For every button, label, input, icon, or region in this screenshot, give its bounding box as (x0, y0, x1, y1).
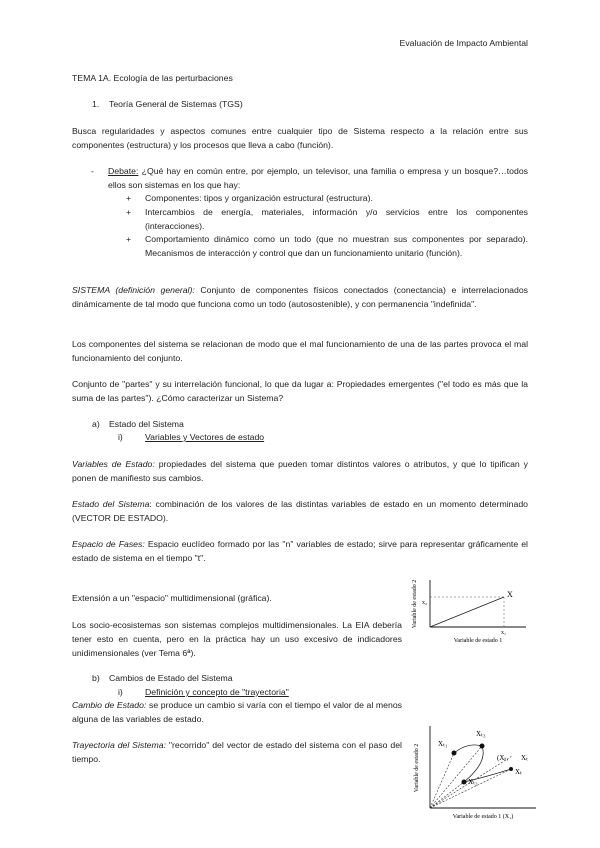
subsection-a-i-number: i) (118, 432, 123, 442)
fases-text: Espacio euclídeo formado por las "n" variables de estado; sirve para representar gráficamente el estado de sistema en el tiempo "t". (72, 539, 528, 563)
debate-paragraph (108, 165, 528, 193)
fig2-point-1 (452, 751, 457, 756)
subsection-b-i-number: i) (118, 687, 123, 697)
estado-text: : combinación de los valores de las distintas variables de estado en un momento determinado (VECTOR DE ESTADO). (72, 499, 528, 523)
trajectory-figure (408, 722, 543, 822)
fig2-label-6: Xₜ (515, 768, 523, 776)
fases-term: Espacio de Fases: (72, 539, 145, 549)
cambio-definition (72, 699, 402, 727)
sistema-text: Conjunto de componentes físicos conectados (conectancia) e interrelacionados dinámicamente de tal modo que funciona como un todo (autosostenible), y con permanencia "indefinida". (72, 285, 528, 309)
debate-item-2: Intercambios de energía, materiales, información y/o servicios entre los componentes (interacciones). (145, 207, 528, 231)
fig2-point-2 (480, 744, 485, 749)
debate-question: ¿Qué hay en común entre, por ejemplo, un televisor, una familia o empresa y un bosque?…todos ellos son sistemas en los que hay: (108, 166, 528, 190)
subsection-a-title: Estado del Sistema (109, 419, 184, 429)
subsection-b-title: Cambios de Estado del Sistema (109, 673, 233, 683)
page-header: Evaluación de Impacto Ambiental (399, 38, 528, 48)
sistema-term: SISTEMA (definición general): (72, 285, 195, 295)
fig2-point-4 (509, 767, 513, 771)
estado-definition (72, 498, 528, 526)
fig1-y-tick: x₂ (422, 600, 428, 606)
plus-bullet-2: + (126, 207, 132, 217)
fases-definition (72, 538, 528, 566)
section-1-title: Teoría General de Sistemas (TGS) (109, 99, 243, 109)
fig1-state-vector (430, 597, 504, 627)
fig1-x-label: Variable de estado 1 (453, 638, 503, 644)
debate-label: Debate: (108, 166, 139, 176)
subsection-b-i-title: Definición y concepto de "trayectoria" (145, 687, 289, 697)
plus-bullet-3: + (126, 234, 132, 244)
debate-item-1: Componentes: tipos y organización estructural (estructura). (145, 193, 373, 203)
extension-paragraph: Extensión a un "espacio" multidimensional (gráfica). (72, 593, 272, 603)
fig2-label-4: (Xₜ, (497, 754, 509, 762)
intro-paragraph: Busca regularidades y aspectos comunes entre cualquier tipo de Sistema respecto a la relación entre sus componentes (estructura) y los procesos que lleva a cabo (función). (72, 126, 528, 150)
debate-item-3: Comportamiento dinámico como un todo (que no muestran sus componentes por separado). Mecanismos de interacción y control que dan un funcionamiento unitario (función). (145, 234, 528, 258)
debate-bullet: - (91, 166, 94, 176)
section-1-number: 1. (92, 99, 100, 109)
socio-paragraph: Los socio-ecosistemas son sistemas complejos multidimensionales. La EIA debería tener esto en cuenta, pero en la práctica hay un uso excesivo de indicadores unidimensionales (ver Tema 6ª). (72, 620, 402, 658)
fig2-trajectory-path (454, 745, 511, 782)
fig2-label-2: Xₜ₃ (476, 730, 486, 738)
phase-space-figure (408, 576, 533, 644)
fig2-x-label: Variable de estado 1 (X₁) (452, 814, 514, 820)
cambio-term: Cambio de Estado: (72, 700, 147, 710)
subsection-b-number: b) (92, 673, 100, 683)
fig1-point-label: X (507, 590, 513, 599)
subsection-a-number: a) (92, 419, 100, 429)
parts-paragraph: Conjunto de "partes" y su interrelación funcional, lo que da lugar a: Propiedades emergentes ("el todo es más que la suma de las partes"). ¿Cómo caracterizar un Sistema? (72, 379, 528, 403)
fig2-label-5: Xₜ (521, 754, 529, 762)
fig2-y-label: Variable de estado 2 (414, 743, 420, 793)
fig2-label-1: Xₜ₁ (438, 740, 448, 748)
cambio-text: se produce un cambio si varía con el tiempo el valor de al menos alguna de las variables de estado. (72, 700, 403, 724)
plus-bullet-1: + (126, 193, 132, 203)
fig2-label-3: Xₜ₂ (468, 778, 478, 786)
sistema-definition (72, 284, 528, 312)
subsection-a-i-title: Variables y Vectores de estado (145, 432, 265, 442)
trayectoria-definition (72, 739, 402, 767)
trayectoria-term: Trayectoria del Sistema: (72, 740, 166, 750)
variables-term: Variables de Estado: (72, 459, 155, 469)
fig1-y-label: Variable de estado 2 (412, 579, 418, 629)
fig2-point-3 (462, 780, 467, 785)
fig1-x-tick: x₁ (501, 630, 507, 636)
variables-definition (72, 458, 528, 486)
estado-term: Estado del Sistema (72, 499, 150, 509)
variables-text: propiedades del sistema que pueden tomar distintos valores o atributos, y que lo tipifican y ponen de manifiesto sus cambios. (72, 459, 528, 483)
topic-title: TEMA 1A. Ecología de las perturbaciones (72, 73, 233, 83)
trayectoria-text: "recorrido" del vector de estado del sistema con el paso del tiempo. (72, 740, 402, 764)
components-paragraph: Los componentes del sistema se relacionan de modo que el mal funcionamiento de una de las partes provoca el mal funcionamiento del conjunto. (72, 339, 528, 363)
